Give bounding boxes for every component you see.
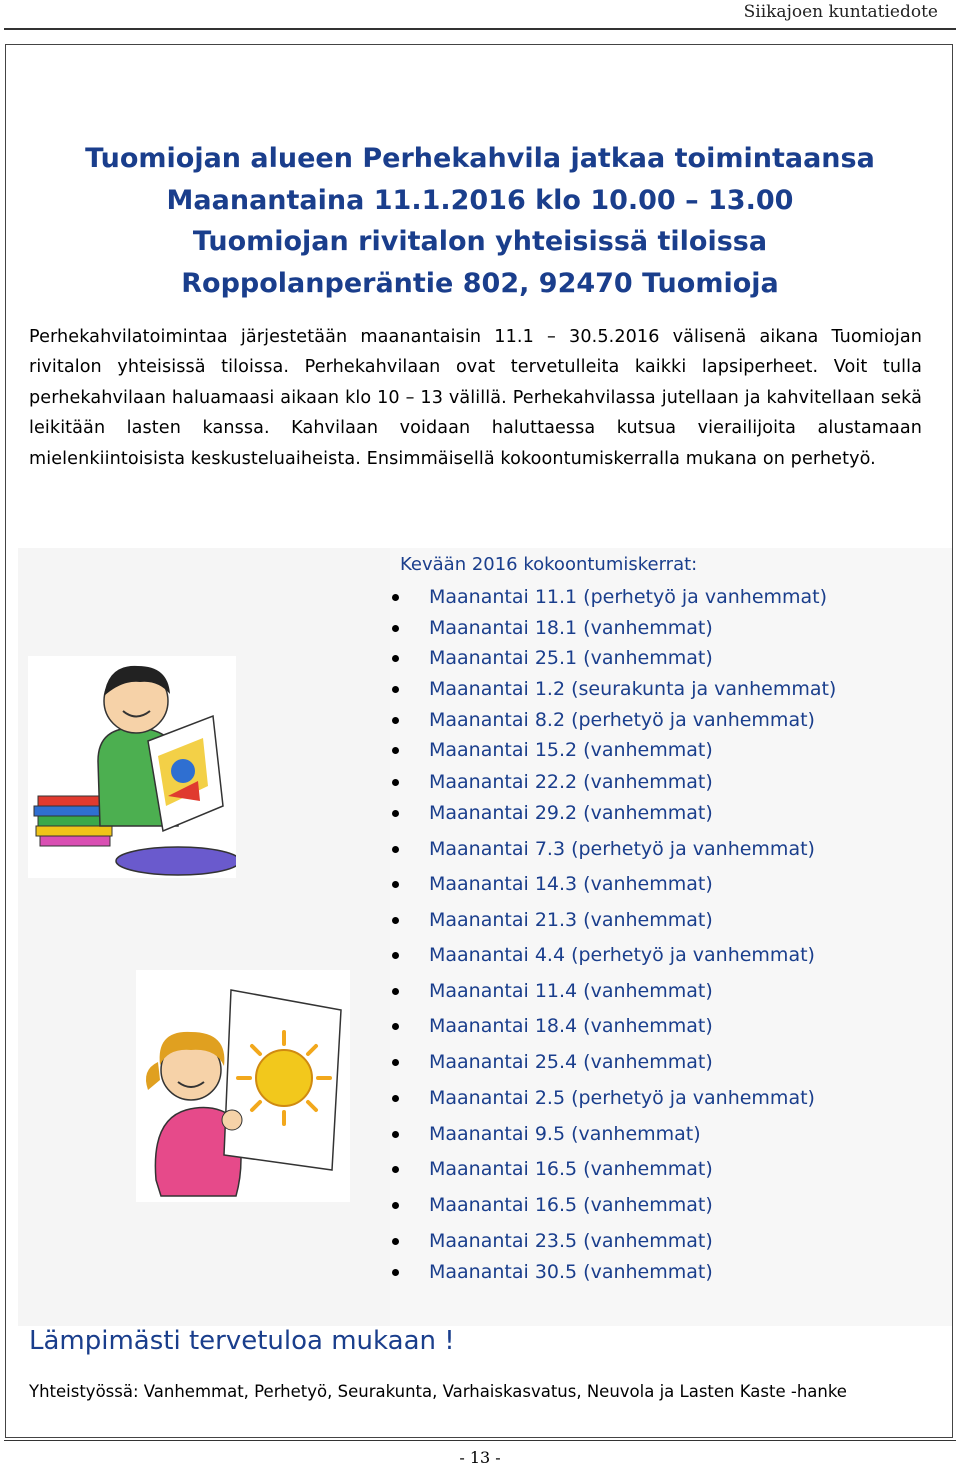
bullet-icon bbox=[392, 1202, 399, 1209]
announcement-heading bbox=[0, 138, 960, 304]
bullet-icon bbox=[392, 917, 399, 924]
girl-drawing-illustration bbox=[136, 970, 350, 1202]
bullet-icon bbox=[392, 846, 399, 853]
header-title: Siikajoen kuntatiedote bbox=[743, 2, 938, 22]
bullet-icon bbox=[392, 594, 399, 601]
girl-sun-drawing-icon bbox=[136, 970, 350, 1202]
schedule-item-label: Maanantai 30.5 (vanhemmat) bbox=[429, 1261, 713, 1283]
schedule-item-label: Maanantai 16.5 (vanhemmat) bbox=[429, 1194, 713, 1216]
schedule-item-label: Maanantai 23.5 (vanhemmat) bbox=[429, 1230, 713, 1252]
heading-line: Tuomiojan rivitalon yhteisissä tiloissa bbox=[192, 226, 768, 257]
bullet-icon bbox=[392, 1269, 399, 1276]
schedule-item-label: Maanantai 16.5 (vanhemmat) bbox=[429, 1158, 713, 1180]
schedule-item-label: Maanantai 15.2 (vanhemmat) bbox=[429, 739, 713, 761]
bullet-icon bbox=[392, 1095, 399, 1102]
schedule-item-label: Maanantai 25.1 (vanhemmat) bbox=[429, 647, 713, 669]
schedule-item-label: Maanantai 9.5 (vanhemmat) bbox=[429, 1123, 701, 1145]
bullet-icon bbox=[392, 655, 399, 662]
schedule-item-label: Maanantai 14.3 (vanhemmat) bbox=[429, 873, 713, 895]
body-paragraph: Perhekahvilatoimintaa järjestetään maanantaisin 11.1 – 30.5.2016 välisenä aikana Tuomiojan rivitalon yhteisissä tiloissa. Perhekahvilaan ovat tervetulleita kaikki lapsiperheet. Voit tulla perhekahvilaan haluamaasi aikaan klo 10 – 13 välillä. Perhekahvilassa jutellaan ja kahvitellaan sekä leikitään lasten kanssa. Kahvilaan voidaan haluttaessa kutsua vierailijoita alustamaan mielenkiintoisista keskusteluaiheista. Ensimmäisellä kokoontumiskerralla mukana on perhetyö. bbox=[29, 327, 922, 469]
partners-text: Yhteistyössä: Vanhemmat, Perhetyö, Seurakunta, Varhaiskasvatus, Neuvola ja Lasten Kaste -hanke bbox=[29, 1382, 847, 1401]
bullet-icon bbox=[392, 625, 399, 632]
bullet-icon bbox=[392, 810, 399, 817]
bullet-icon bbox=[392, 1238, 399, 1245]
heading-line: Roppolanperäntie 802, 92470 Tuomioja bbox=[181, 267, 779, 299]
schedule-item-label: Maanantai 18.1 (vanhemmat) bbox=[429, 617, 713, 639]
bullet-icon bbox=[392, 1166, 399, 1173]
bullet-icon bbox=[392, 779, 399, 786]
bullet-icon bbox=[392, 1023, 399, 1030]
boy-reading-icon bbox=[28, 656, 236, 878]
bullet-icon bbox=[392, 988, 399, 995]
schedule-item-label: Maanantai 11.4 (vanhemmat) bbox=[429, 980, 713, 1002]
schedule-item-label: Maanantai 11.1 (perhetyö ja vanhemmat) bbox=[429, 586, 828, 608]
schedule-item-label: Maanantai 2.5 (perhetyö ja vanhemmat) bbox=[429, 1087, 815, 1109]
bullet-icon bbox=[392, 1059, 399, 1066]
welcome-text: Lämpimästi tervetuloa mukaan ! bbox=[29, 1326, 455, 1356]
schedule-item-label: Maanantai 21.3 (vanhemmat) bbox=[429, 909, 713, 931]
page-number: - 13 - bbox=[459, 1448, 501, 1467]
bullet-icon bbox=[392, 686, 399, 693]
bullet-icon bbox=[392, 1131, 399, 1138]
schedule-item-label: Maanantai 29.2 (vanhemmat) bbox=[429, 802, 713, 824]
schedule-item-label: Maanantai 22.2 (vanhemmat) bbox=[429, 771, 713, 793]
header-rule bbox=[4, 28, 956, 30]
schedule-item-label: Maanantai 25.4 (vanhemmat) bbox=[429, 1051, 713, 1073]
bullet-icon bbox=[392, 747, 399, 754]
heading-line: Maanantaina 11.1.2016 klo 10.00 – 13.00 bbox=[166, 184, 794, 216]
heading-line: Tuomiojan alueen Perhekahvila jatkaa toimintaansa bbox=[85, 143, 875, 174]
body-text bbox=[29, 322, 922, 474]
boy-reading-illustration bbox=[28, 656, 236, 878]
schedule-item-label: Maanantai 18.4 (vanhemmat) bbox=[429, 1015, 713, 1037]
schedule-item-label: Maanantai 8.2 (perhetyö ja vanhemmat) bbox=[429, 709, 815, 731]
schedule-item-label: Maanantai 7.3 (perhetyö ja vanhemmat) bbox=[429, 838, 815, 860]
footer-rule bbox=[4, 1440, 956, 1441]
schedule-item-label: Maanantai 1.2 (seurakunta ja vanhemmat) bbox=[429, 678, 837, 700]
schedule-title: Kevään 2016 kokoontumiskerrat: bbox=[400, 554, 698, 575]
bullet-icon bbox=[392, 952, 399, 959]
schedule-item-label: Maanantai 4.4 (perhetyö ja vanhemmat) bbox=[429, 944, 815, 966]
bullet-icon bbox=[392, 881, 399, 888]
bullet-icon bbox=[392, 717, 399, 724]
